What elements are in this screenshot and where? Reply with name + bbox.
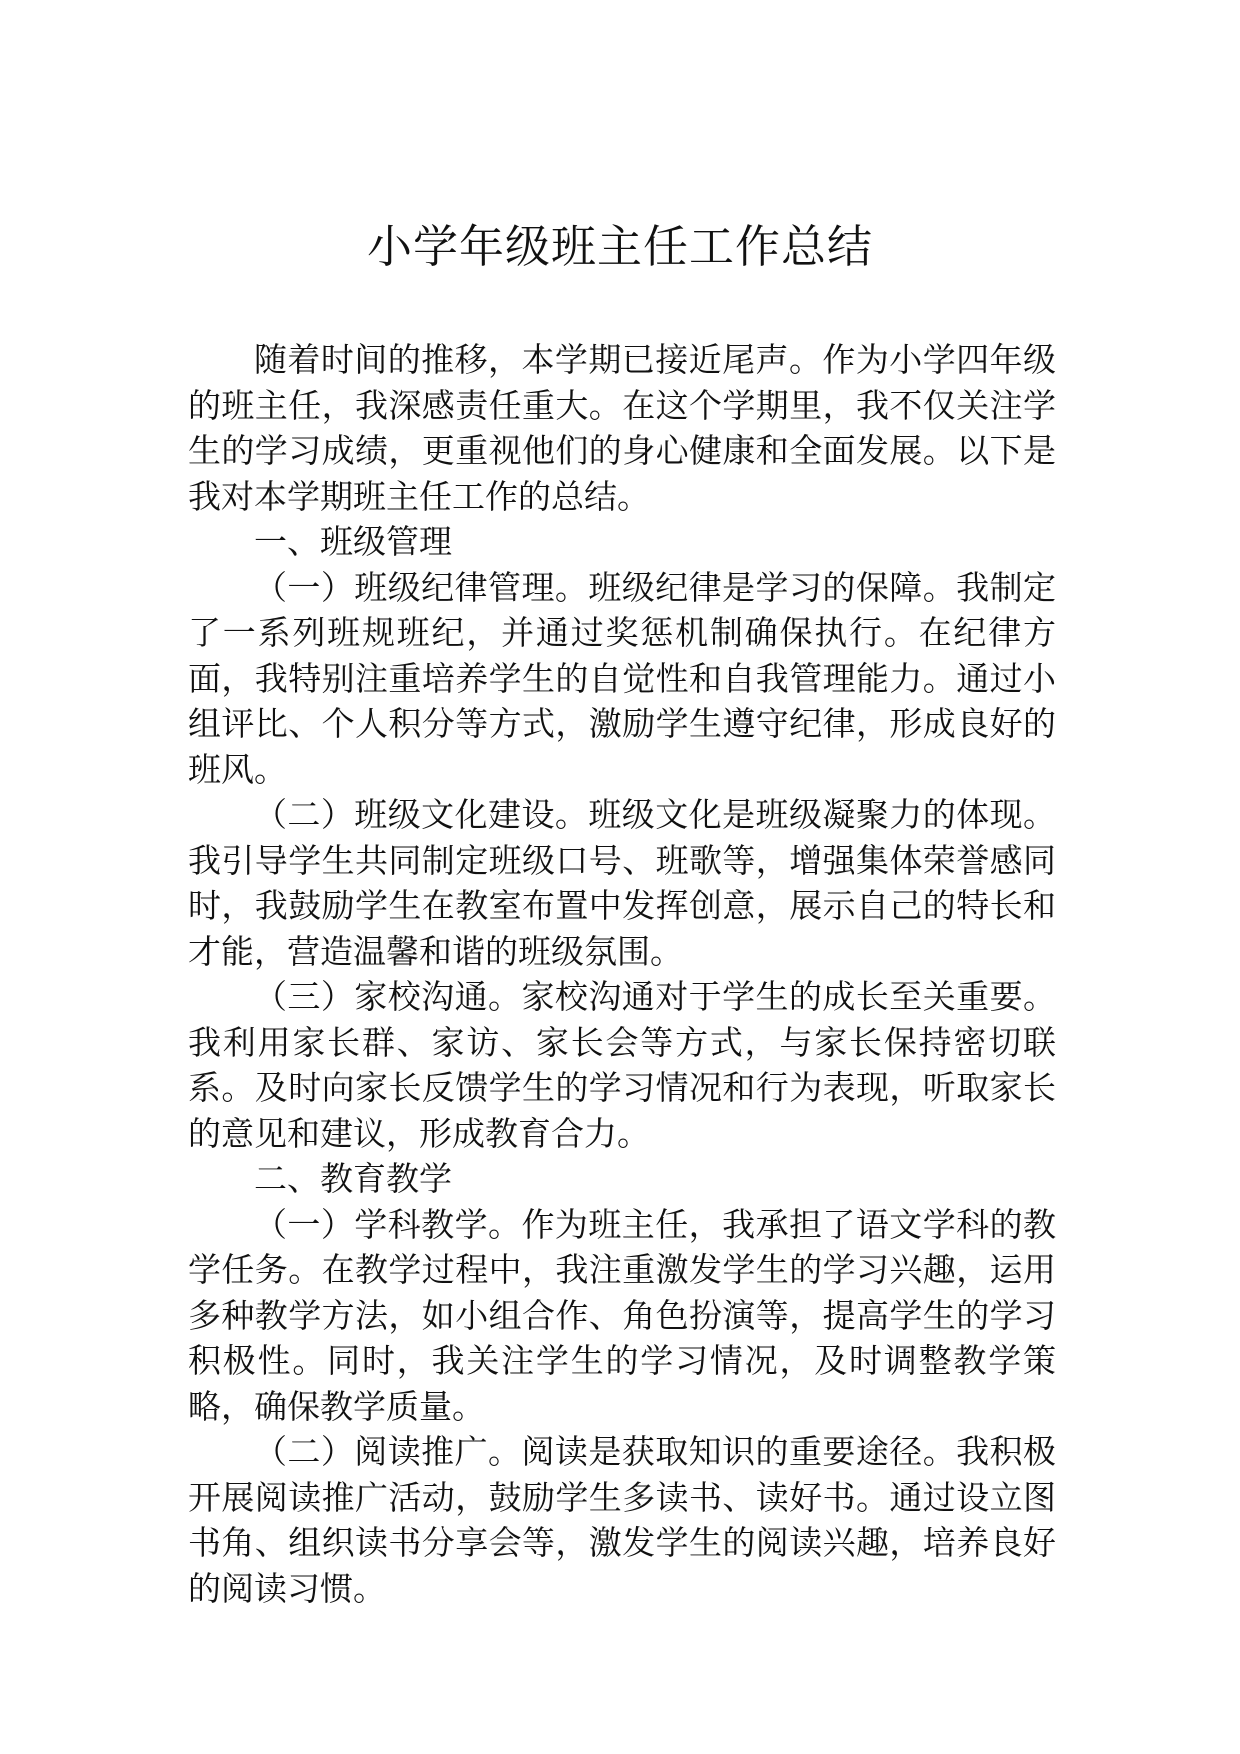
paragraph-reading-promotion: （二）阅读推广。阅读是获取知识的重要途径。我积极开展阅读推广活动，鼓励学生多读书、读好书。通过设立图书角、组织读书分享会等，激发学生的阅读兴趣，培养良好的阅读习惯。 [188, 1432, 1056, 1608]
paragraph-subject-teaching: （一）学科教学。作为班主任，我承担了语文学科的教学任务。在教学过程中，我注重激发学生的学习兴趣，运用多种教学方法，如小组合作、角色扮演等，提高学生的学习积极性。同时，我关注学生的学习情况，及时调整教学策略，确保教学质量。 [188, 1204, 1056, 1426]
section-heading-class-management: 一、班级管理 [254, 522, 452, 561]
document-title: 小学年级班主任工作总结 [366, 220, 873, 273]
paragraph-class-discipline: （一）班级纪律管理。班级纪律是学习的保障。我制定了一系列班规班纪，并通过奖惩机制确保执行。在纪律方面，我特别注重培养学生的自觉性和自我管理能力。通过小组评比、个人积分等方式，激励学生遵守纪律，形成良好的班风。 [188, 567, 1056, 789]
paragraph-home-school-communication: （三）家校沟通。家校沟通对于学生的成长至关重要。我利用家长群、家访、家长会等方式，与家长保持密切联系。及时向家长反馈学生的学习情况和行为表现，听取家长的意见和建议，形成教育合力。 [188, 977, 1056, 1153]
section-heading-teaching: 二、教育教学 [254, 1159, 452, 1198]
document-body [188, 337, 1056, 1611]
paragraph-class-culture: （二）班级文化建设。班级文化是班级凝聚力的体现。我引导学生共同制定班级口号、班歌等，增强集体荣誉感同时，我鼓励学生在教室布置中发挥创意，展示自己的特长和才能，营造温馨和谐的班级氛围。 [188, 795, 1056, 971]
paragraph-intro: 随着时间的推移，本学期已接近尾声。作为小学四年级的班主任，我深感责任重大。在这个学期里，我不仅关注学生的学习成绩，更重视他们的身心健康和全面发展。以下是我对本学期班主任工作的总结。 [188, 340, 1056, 516]
